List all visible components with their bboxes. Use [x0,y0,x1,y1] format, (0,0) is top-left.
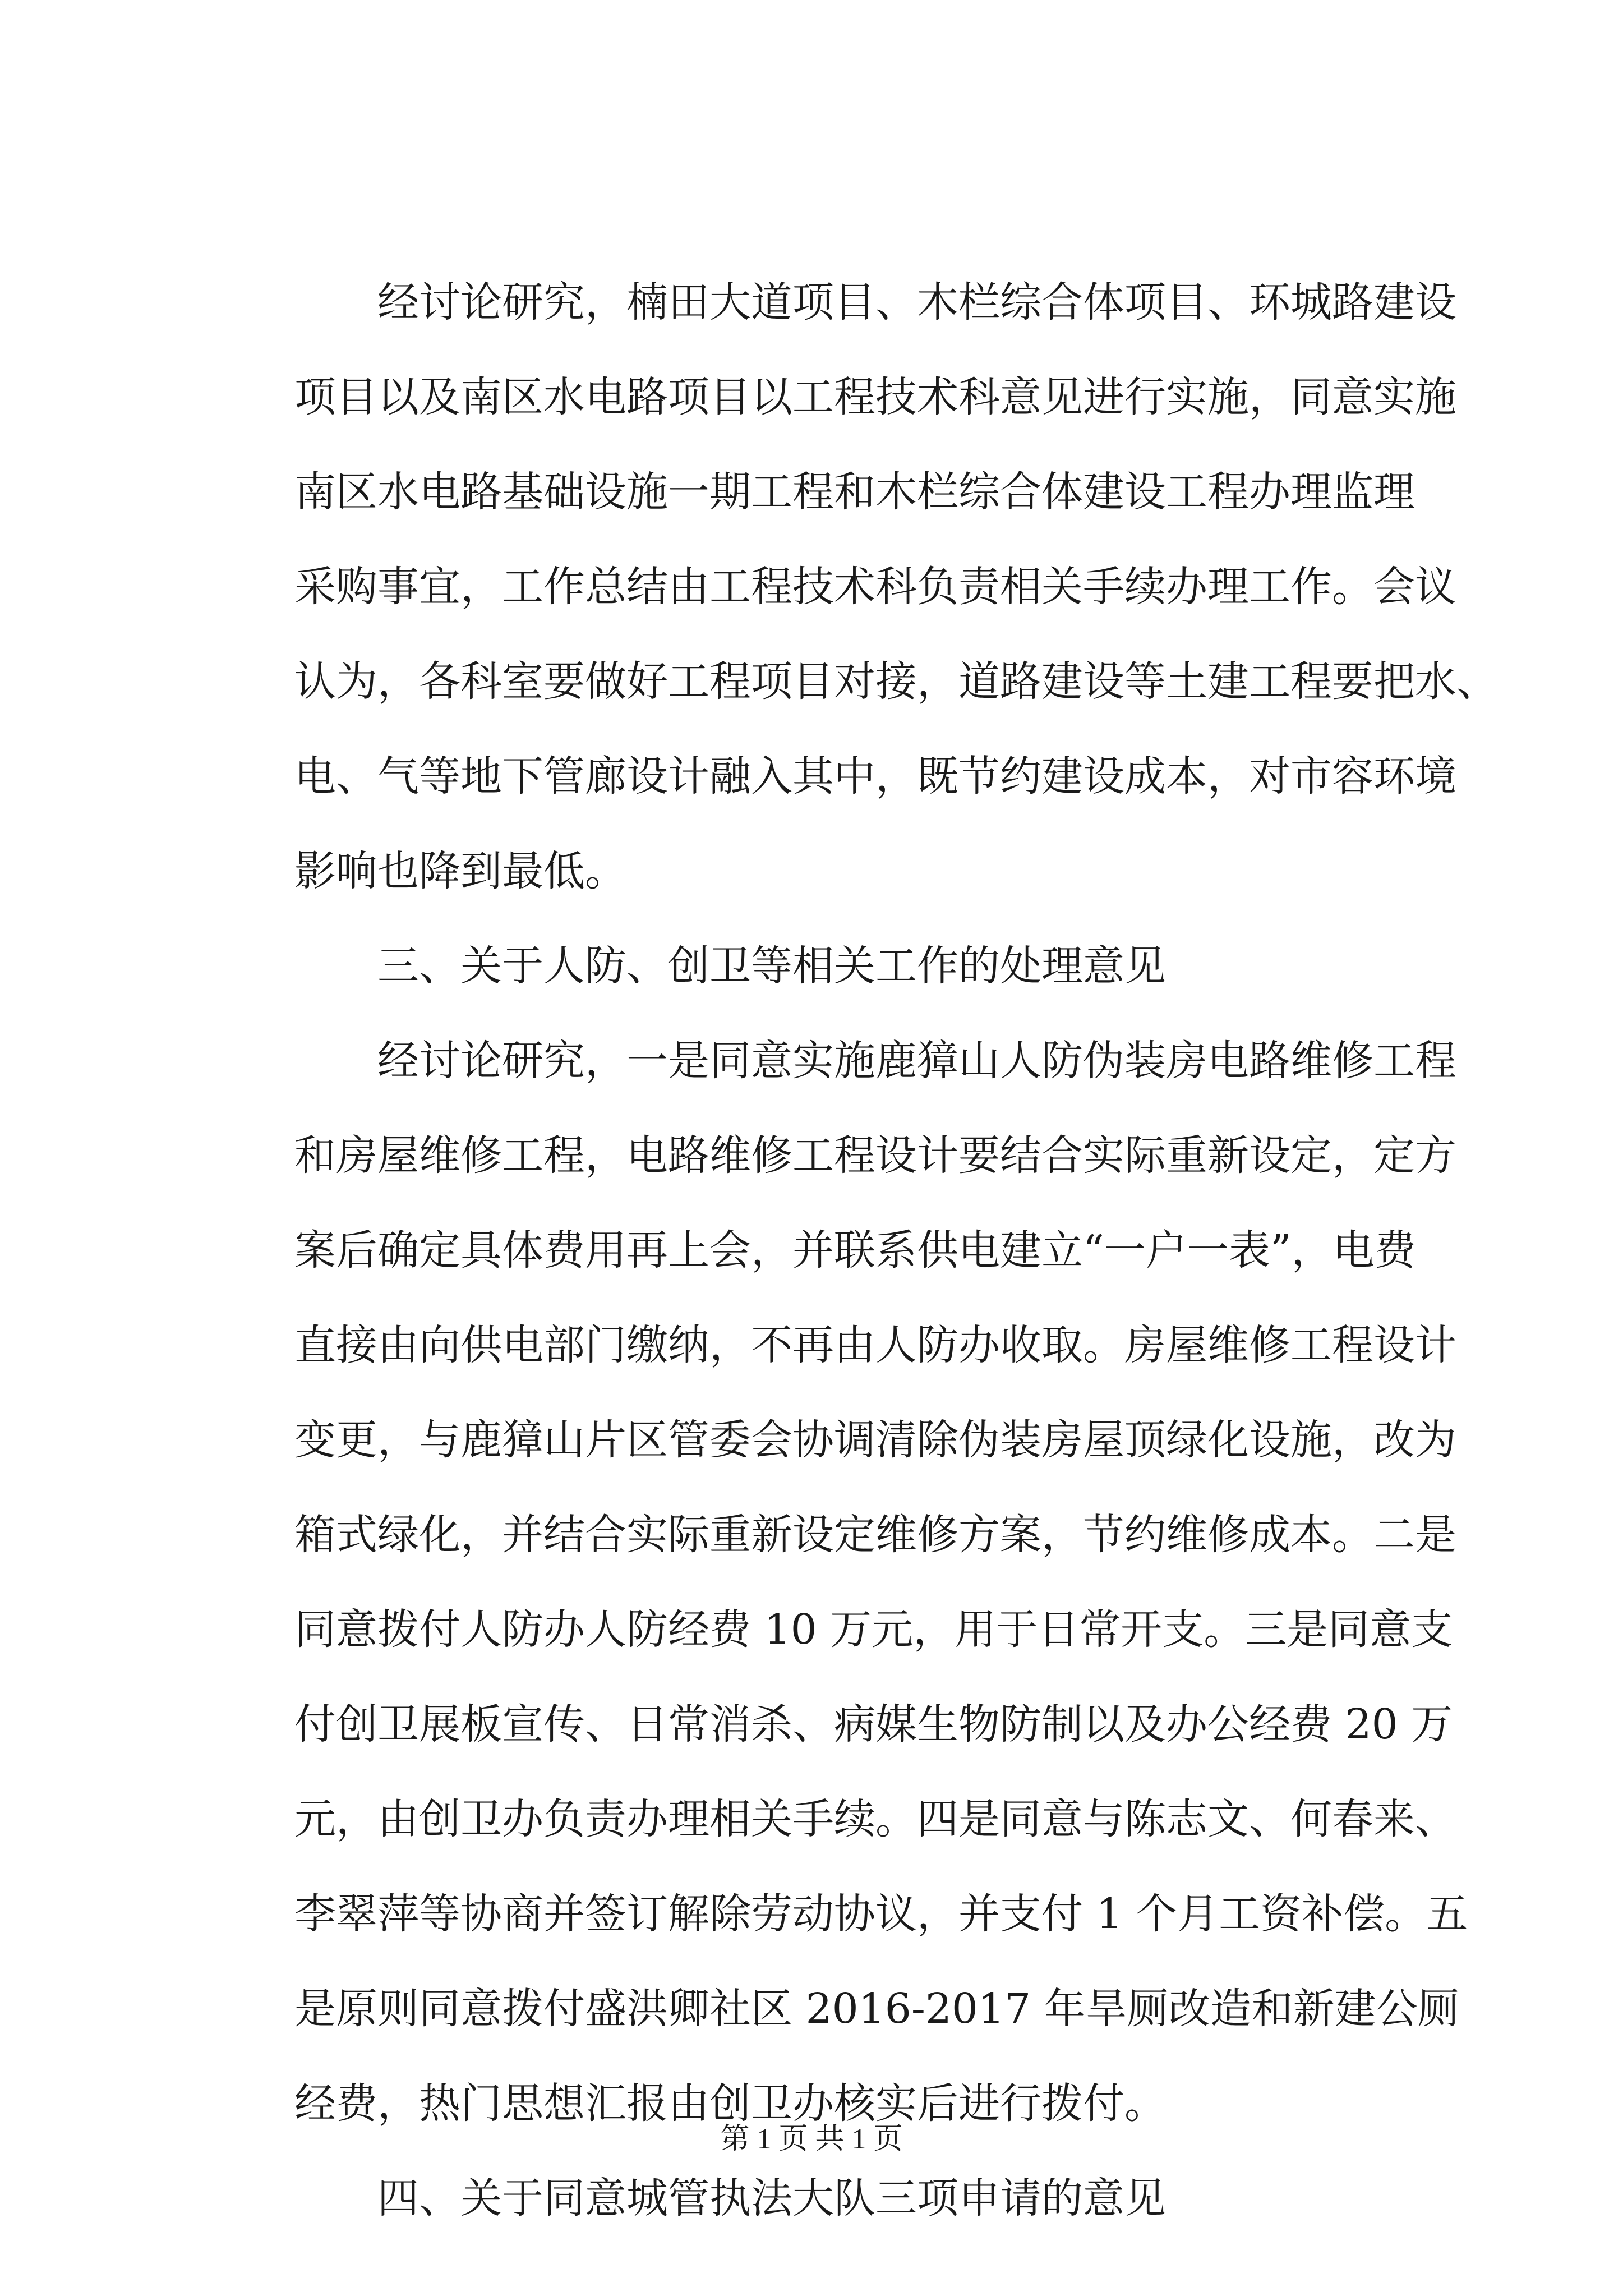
paragraph-line: 元，由创卫办负责办理相关手续。四是同意与陈志文、何春来、 [294,1795,1456,1843]
section-heading: 四、关于同意城管执法大队三项申请的意见 [377,2174,1166,2223]
paragraph-line: 是原则同意拨付盛洪卿社区 2016-2017 年旱厕改造和新建公厕 [294,1985,1459,2033]
paragraph-line: 和房屋维修工程，电路维修工程设计要结合实际重新设定，定方 [294,1131,1456,1180]
paragraph-line: 经讨论研究，楠田大道项目、木栏综合体项目、环城路建设 [377,278,1456,326]
paragraph-line: 经费，热门思想汇报由创卫办核实后进行拨付。 [294,2079,1166,2128]
paragraph-line: 案后确定具体费用再上会，并联系供电建立“一户一表”，电费 [294,1226,1416,1274]
paragraph-line: 变更，与鹿獐山片区管委会协调清除伪装房屋顶绿化设施，改为 [294,1416,1456,1464]
paragraph-line: 项目以及南区水电路项目以工程技术科意见进行实施，同意实施 [294,373,1456,421]
page-footer: 第 1 页 共 1 页 [720,2123,903,2155]
paragraph-line: 影响也降到最低。 [294,847,626,895]
paragraph-line: 经讨论研究，一是同意实施鹿獐山人防伪装房电路维修工程 [377,1037,1456,1085]
paragraph-line: 南区水电路基础设施一期工程和木栏综合体建设工程办理监理 [294,468,1415,516]
paragraph-line: 付创卫展板宣传、日常消杀、病媒生物防制以及办公经费 20 万 [294,1700,1453,1749]
paragraph-line: 同意拨付人防办人防经费 10 万元，用于日常开支。三是同意支 [294,1605,1453,1654]
paragraph-line: 认为，各科室要做好工程项目对接，道路建设等土建工程要把水、 [294,657,1498,706]
paragraph-line: 电、气等地下管廊设计融入其中，既节约建设成本，对市容环境 [294,752,1456,800]
paragraph-line: 李翠萍等协商并签订解除劳动协议，并支付 1 个月工资补偿。五 [294,1890,1468,1938]
paragraph-line: 直接由向供电部门缴纳，不再由人防办收取。房屋维修工程设计 [294,1321,1456,1369]
section-heading: 三、关于人防、创卫等相关工作的处理意见 [377,942,1166,990]
document-body [294,255,1498,2246]
paragraph-line: 采购事宜，工作总结由工程技术科负责相关手续办理工作。会议 [294,563,1456,611]
paragraph-line: 箱式绿化，并结合实际重新设定维修方案，节约维修成本。二是 [294,1511,1456,1559]
